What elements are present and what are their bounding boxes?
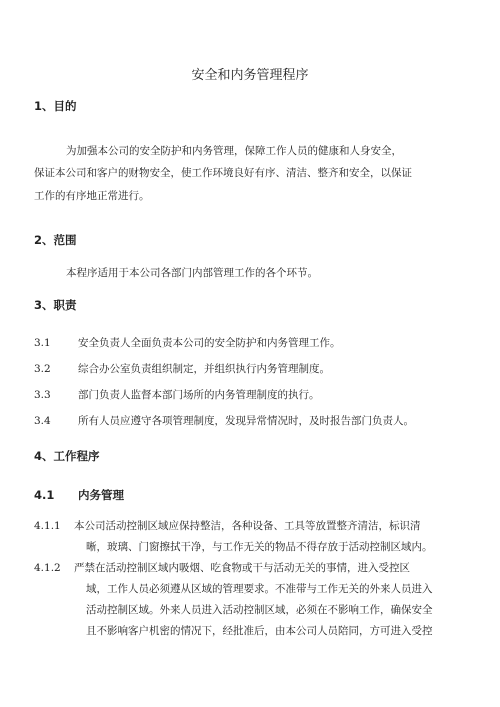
item-text-line: 晰，玻璃、门窗擦拭干净，与工作无关的物品不得存放于活动控制区域内。 bbox=[86, 541, 433, 553]
section-2-heading: 2、范围 bbox=[34, 233, 77, 247]
item-text: 综合办公室负责组织制定，并组织执行内务管理制度。 bbox=[78, 363, 330, 375]
item-text-line: 域，工作人员必须遵从区域的管理要求。不准带与工作无关的外来人员进入 bbox=[86, 583, 433, 595]
section-4-heading: 4、工作程序 bbox=[34, 449, 100, 463]
item-text: 所有人员应遵守各项管理制度，发现异常情况时，及时报告部门负责人。 bbox=[78, 415, 414, 427]
item-number: 3.2 bbox=[34, 363, 51, 375]
list-item bbox=[34, 335, 341, 350]
list-item bbox=[34, 516, 474, 558]
item-text-line: 本公司活动控制区域应保持整洁，各种设备、工具等放置整齐清洁，标识清 bbox=[74, 520, 421, 532]
subsection-heading bbox=[34, 487, 124, 503]
subsection-label: 内务管理 bbox=[78, 488, 124, 502]
list-item bbox=[34, 413, 414, 428]
section-1-para-line-3: 工作的有序地正常进行。 bbox=[34, 190, 150, 202]
section-1-heading: 1、目的 bbox=[34, 99, 77, 113]
item-number: 3.3 bbox=[34, 389, 51, 401]
item-text-line: 且不影响客户机密的情况下，经批准后，由本公司人员陪同，方可进入受控 bbox=[86, 625, 433, 637]
item-text-line: 严禁在活动控制区域内吸烟、吃食物或干与活动无关的事情，进入受控区 bbox=[74, 562, 410, 574]
list-item bbox=[34, 387, 320, 402]
subsection-number: 4.1 bbox=[34, 488, 55, 502]
section-1-para-line-1: 为加强本公司的安全防护和内务管理，保障工作人员的健康和人身安全， bbox=[66, 145, 402, 157]
list-item bbox=[34, 558, 474, 642]
section-3-heading: 3、职责 bbox=[34, 298, 77, 312]
list-item bbox=[34, 361, 330, 376]
item-number: 3.4 bbox=[34, 415, 51, 427]
item-number: 4.1.2 bbox=[34, 562, 61, 574]
item-text: 部门负责人监督本部门场所的内务管理制度的执行。 bbox=[78, 389, 320, 401]
item-number: 3.1 bbox=[34, 337, 51, 349]
document-title: 安全和内务管理程序 bbox=[191, 68, 309, 83]
section-2-para: 本程序适用于本公司各部门内部管理工作的各个环节。 bbox=[66, 267, 318, 279]
item-number: 4.1.1 bbox=[34, 520, 61, 532]
item-text: 安全负责人全面负责本公司的安全防护和内务管理工作。 bbox=[78, 337, 341, 349]
item-text-line: 活动控制区域。外来人员进入活动控制区域，必须在不影响工作，确保安全 bbox=[86, 604, 433, 616]
section-1-para-line-2: 保证本公司和客户的财物安全，使工作环境良好有序、清洁、整齐和安全，以保证 bbox=[34, 167, 412, 179]
